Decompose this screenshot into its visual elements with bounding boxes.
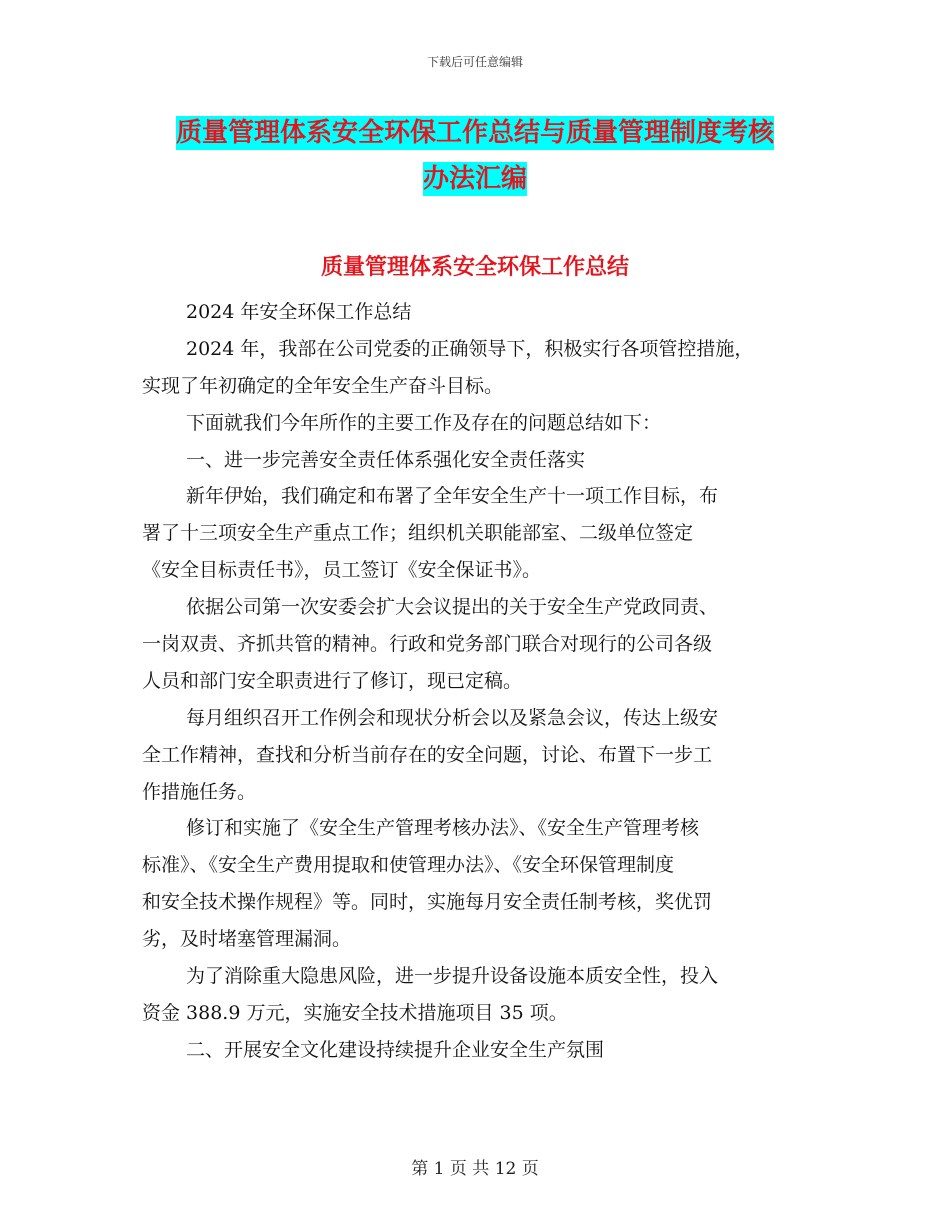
section-title: 质量管理体系安全环保工作总结 [320, 255, 629, 280]
body-line: 修订和实施了《安全生产管理考核办法》、《安全生产管理考核 [186, 817, 700, 840]
body-line: 每月组织召开工作例会和现状分析会以及紧急会议，传达上级安 [186, 706, 719, 729]
body-line: 依据公司第一次安委会扩大会议提出的关于安全生产党政同责、 [186, 596, 719, 619]
body-line: 和安全技术操作规程》等。同时，实施每月安全责任制考核，奖优罚 [142, 891, 713, 914]
body-line: 标准》、《安全生产费用提取和使管理办法》、《安全环保管理制度 [142, 854, 675, 877]
document-title-line-1 [0, 112, 950, 149]
body-line: 作措施任务。 [142, 780, 257, 803]
page-footer: 第 1 页 共 12 页 [411, 1159, 539, 1179]
body-line: 一岗双责、齐抓共管的精神。行政和党务部门联合对现行的公司各级 [142, 633, 713, 656]
body-line: 实现了年初确定的全年安全生产奋斗目标。 [142, 374, 504, 397]
body-line: 署了十三项安全生产重点工作；组织机关职能部室、二级单位签定 [142, 522, 694, 545]
body-line: 资金 388.9 万元，实施安全技术措施项目 35 项。 [142, 1001, 568, 1024]
body-line: 二、开展安全文化建设持续提升企业安全生产氛围 [186, 1038, 605, 1061]
body-text [142, 294, 812, 1069]
body-line: 2024 年安全环保工作总结 [186, 301, 412, 323]
body-line: 下面就我们今年所作的主要工作及存在的问题总结如下： [186, 411, 662, 434]
document-title-line-2 [0, 158, 950, 195]
body-line: 为了消除重大隐患风险，进一步提升设备设施本质安全性，投入 [186, 965, 719, 988]
body-line: 新年伊始，我们确定和布署了全年安全生产十一项工作目标，布 [186, 485, 719, 508]
body-line: 《安全目标责任书》，员工签订《安全保证书》。 [142, 559, 542, 582]
document-title-line-2-text: 办法汇编 [422, 164, 527, 194]
document-title-line-1-text: 质量管理体系安全环保工作总结与质量管理制度考核 [175, 118, 774, 148]
body-line: 劣，及时堵塞管理漏洞。 [142, 928, 352, 951]
body-line: 人员和部门安全职责进行了修订，现已定稿。 [142, 669, 523, 692]
page-header-note: 下载后可任意编辑 [426, 55, 523, 69]
body-line: 一、进一步完善安全责任体系强化安全责任落实 [186, 448, 586, 471]
body-line: 全工作精神，查找和分析当前存在的安全问题，讨论、布置下一步工 [142, 743, 713, 766]
body-line: 2024 年，我部在公司党委的正确领导下，积极实行各项管控措施， [186, 337, 754, 360]
